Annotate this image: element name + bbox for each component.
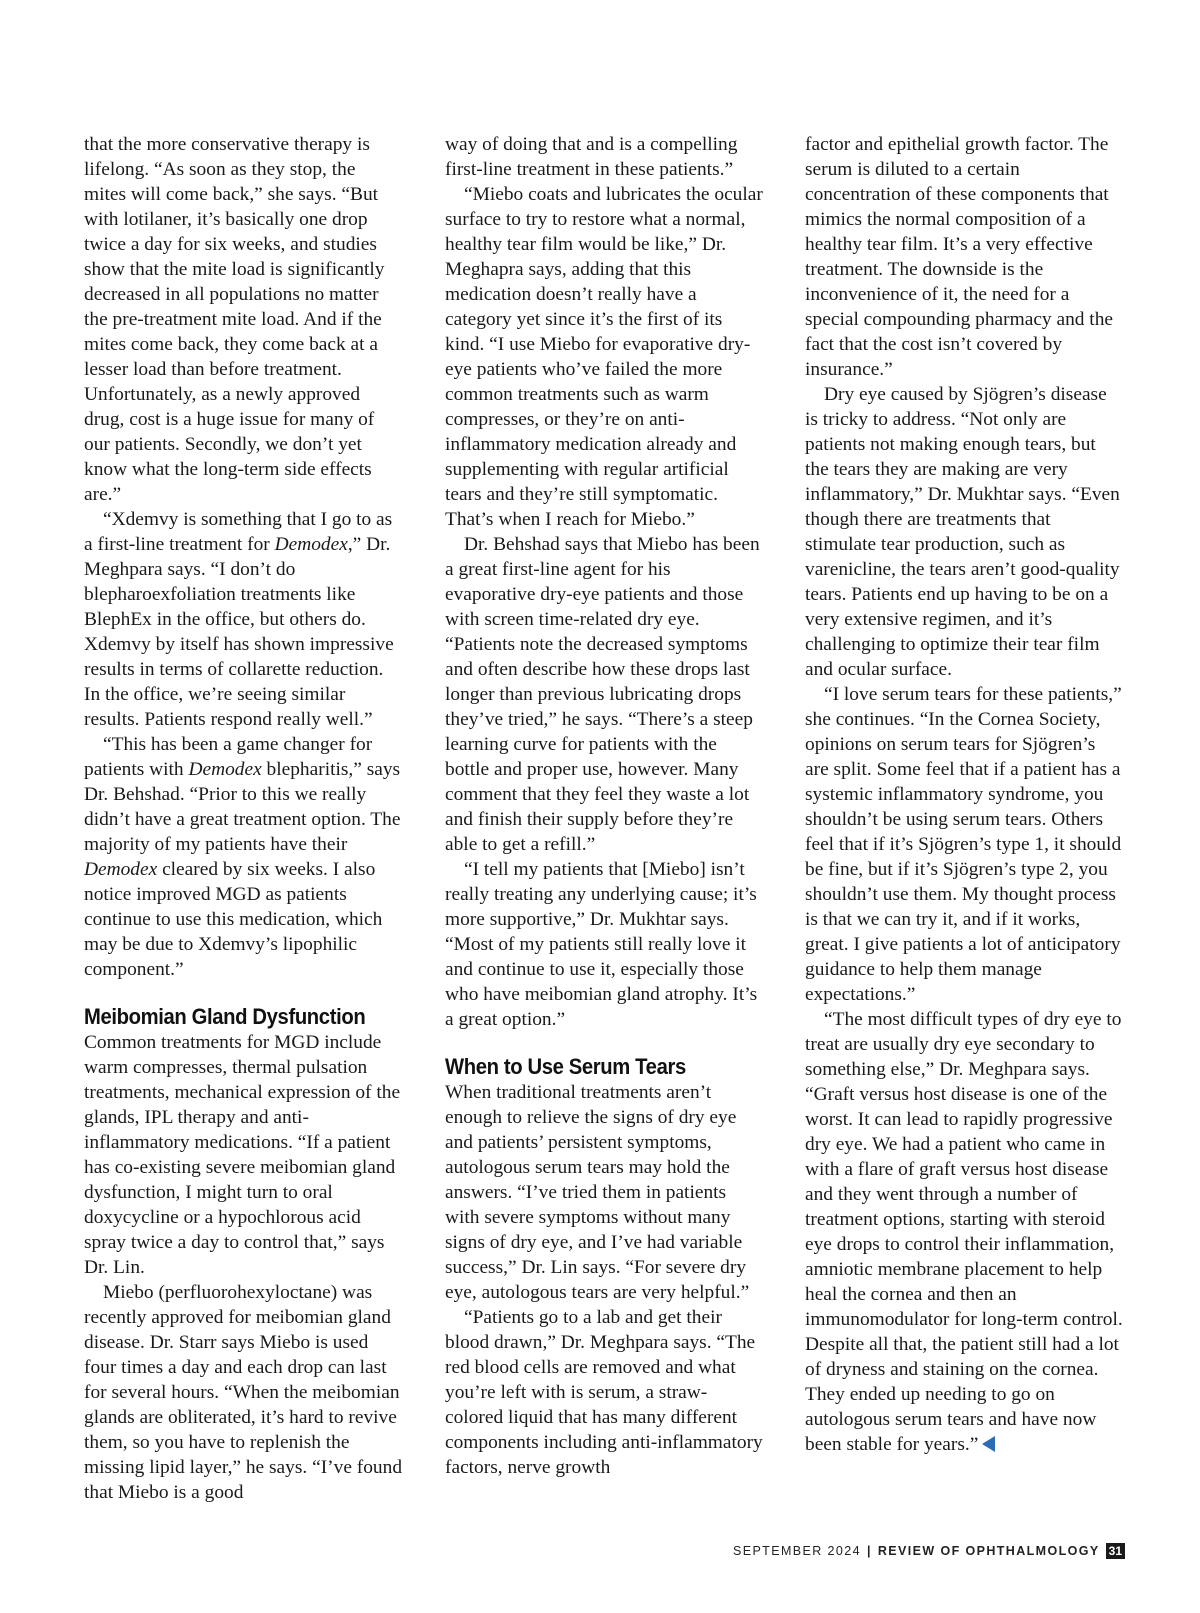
paragraph: Dry eye caused by Sjögren’s disease is tricky to address. “Not only are patients not making enough tears, but the tears they are making are very inflammatory,” Dr. Mukhtar says. “Even though there are treatments that stimulate tear production, such as varenicline, the tears aren’t good-quality tears. Patients end up having to be on a very extensive regimen, and it’s challenging to optimize their tear film and ocular surface. bbox=[805, 384, 1120, 680]
paragraph: “Miebo coats and lubricates the ocular surface to try to restore what a normal, healthy tear film would be like,” Dr. Meghapra says, adding that this medication doesn’t really have a category yet since it’s the first of its kind. “I use Miebo for evaporative dry-eye patients who’ve failed the more common treatments such as warm compresses, or they’re on anti-inflammatory medication already and supplementing with regular artificial tears and they’re still symptomatic. That’s when I reach for Miebo.” bbox=[445, 184, 763, 530]
paragraph: Miebo (perfluorohexyloctane) was recently approved for meibomian gland disease. Dr. Starr says Miebo is used four times a day and each drop can last for several hours. “When the meibomian glands are obliterated, it’s hard to revive them, so you have to replenish the missing lipid layer,” he says. “I’ve found that Miebo is a good bbox=[84, 1282, 403, 1503]
page-footer bbox=[733, 1543, 1125, 1559]
issue-date: SEPTEMBER 2024 bbox=[732, 1544, 861, 1558]
column-1 bbox=[84, 132, 402, 1505]
paragraph: “The most difficult types of dry eye to treat are usually dry eye secondary to something else,” Dr. Meghpara says. “Graft versus host disease is one of the worst. It can lead to rapidly progressive dry eye. We had a patient who came in with a flare of graft versus host disease and they went through a number of treatment options, starting with steroid eye drops to control their inflammation, amniotic membrane placement to help heal the cornea and then an immunomodulator for long-term control. Despite all that, the patient still had a lot of dryness and staining on the cornea. They ended up needing to go on autologous serum tears and have now been stable for years.” bbox=[805, 1009, 1123, 1455]
paragraph: “I love serum tears for these patients,” she continues. “In the Cornea Society, opinions on serum tears for Sjögren’s are split. Some feel that if a patient has a systemic inflammatory syndrome, you shouldn’t be using serum tears. Others feel that if it’s Sjögren’s type 1, it should be fine, but if it’s Sjögren’s type 2, you shouldn’t use them. My thought process is that we can try it, and if it works, great. I give patients a lot of anticipatory guidance to help them manage expectations.” bbox=[805, 684, 1122, 1005]
paragraph: that the more conservative therapy is lifelong. “As soon as they stop, the mites will come back,” she says. “But with lotilaner, it’s basically one drop twice a day for six weeks, and studies show that the mite load is significantly decreased in all populations no matter the pre-treatment mite load. And if the mites come back, they come back at a lesser load than before treatment. Unfortunately, as a newly approved drug, cost is a huge issue for many of our patients. Secondly, we don’t yet know what the long-term side effects are.” bbox=[84, 134, 385, 505]
end-of-article-icon bbox=[982, 1436, 995, 1452]
section-heading-mgd: Meibomian Gland Dysfunction bbox=[84, 1004, 366, 1029]
paragraph: When traditional treatments aren’t enough to relieve the signs of dry eye and patients’ persistent symptoms, autologous serum tears may hold the answers. “I’ve tried them in patients with severe symptoms without many signs of dry eye, and I’ve had variable success,” Dr. Lin says. “For severe dry eye, autologous tears are very helpful.” bbox=[445, 1082, 750, 1303]
paragraph: “Xdemvy is something that I go to as a first-line treatment for Demodex,” Dr. Meghpara says. “I don’t do blepharoexfoliation treatments like BlephEx in the office, but others do. Xdemvy by itself has shown impressive results in terms of collarette reduction. In the office, we’re seeing similar results. Patients respond really well.” bbox=[84, 509, 394, 730]
page-number: 31 bbox=[1106, 1543, 1125, 1559]
italic-term: Demodex bbox=[84, 859, 158, 880]
paragraph: “I tell my patients that [Miebo] isn’t really treating any underlying cause; it’s more supportive,” Dr. Mukhtar says. “Most of my patients still really love it and continue to use it, especially those who have meibomian gland atrophy. It’s a great option.” bbox=[445, 859, 758, 1030]
paragraph: Common treatments for MGD include warm compresses, thermal pulsation treatments, mechanical expression of the glands, IPL therapy and anti-inflammatory medications. “If a patient has co-existing severe meibomian gland dysfunction, I might turn to oral doxycycline or a hypochlorous acid spray twice a day to control that,” says Dr. Lin. bbox=[84, 1032, 401, 1278]
section-heading-serum-tears: When to Use Serum Tears bbox=[445, 1054, 686, 1079]
column-3 bbox=[805, 132, 1123, 1457]
paragraph: factor and epithelial growth factor. The serum is diluted to a certain concentration of these components that mimics the normal composition of a healthy tear film. It’s a very effective treatment. The downside is the inconvenience of it, the need for a special compounding pharmacy and the fact that the cost isn’t covered by insurance.” bbox=[805, 134, 1113, 380]
paragraph: “Patients go to a lab and get their blood drawn,” Dr. Meghpara says. “The red blood cells are removed and what you’re left with is serum, a straw-colored liquid that has many different components including anti-inflammatory factors, nerve growth bbox=[445, 1307, 763, 1478]
paragraph: way of doing that and is a compelling first-line treatment in these patients.” bbox=[445, 134, 738, 180]
italic-term: Demodex bbox=[274, 534, 348, 555]
italic-term: Demodex bbox=[188, 759, 262, 780]
footer-separator: | bbox=[866, 1544, 872, 1558]
column-2 bbox=[445, 132, 763, 1480]
magazine-title: REVIEW OF OPHTHALMOLOGY bbox=[877, 1544, 1100, 1558]
paragraph: Dr. Behshad says that Miebo has been a great first-line agent for his evaporative dry-eye patients and those with screen time-related dry eye. “Patients note the decreased symptoms and often describe how these drops last longer than previous lubricating drops they’ve tried,” he says. “There’s a steep learning curve for patients with the bottle and proper use, however. Many comment that they feel they waste a lot and finish their supply before they’re able to get a refill.” bbox=[445, 534, 760, 855]
paragraph: “This has been a game changer for patients with Demodex blepharitis,” says Dr. Behshad. “Prior to this we really didn’t have a great treatment option. The majority of my patients have their Demodex cleared by six weeks. I also notice improved MGD as patients continue to use this medication, which may be due to Xdemvy’s lipophilic component.” bbox=[84, 734, 401, 980]
